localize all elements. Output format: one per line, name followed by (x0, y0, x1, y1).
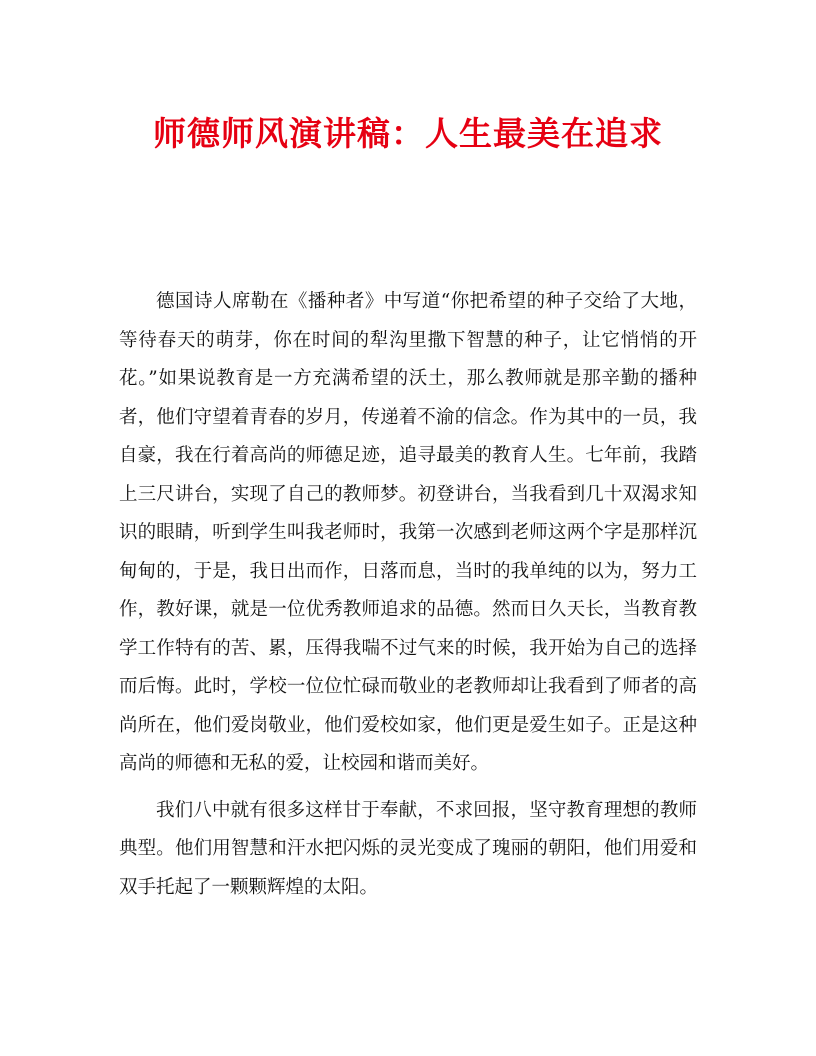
document-title: 师德师风演讲稿：人生最美在追求 (153, 114, 663, 153)
paragraph-2: 我们八中就有很多这样甘于奉献，不求回报，坚守教育理想的教师典型。他们用智慧和汗水把闪烁的灵光变成了瑰丽的朝阳，他们用爱和双手托起了一颗颗辉煌的太阳。 (119, 799, 697, 898)
document-body (119, 283, 697, 915)
paragraph-1: 德国诗人席勒在《播种者》中写道“你把希望的种子交给了大地，等待春天的萌芽，你在时间的犁沟里撒下智慧的种子，让它悄悄的开花。”如果说教育是一方充满希望的沃土，那么教师就是那辛勤的播种者，他们守望着青春的岁月，传递着不渝的信念。作为其中的一员，我自豪，我在行着高尚的师德足迹，追寻最美的教育人生。七年前，我踏上三尺讲台，实现了自己的教师梦。初登讲台，当我看到几十双渴求知识的眼睛，听到学生叫我老师时，我第一次感到老师这两个字是那样沉甸甸的，于是，我日出而作，日落而息，当时的我单纯的以为，努力工作，教好课，就是一位优秀教师追求的品德。然而日久天长，当教育教学工作特有的苦、累，压得我喘不过气来的时候，我开始为自己的选择而后悔。此时，学校一位位忙碌而敬业的老教师却让我看到了师者的高尚所在，他们爱岗敬业，他们爱校如家，他们更是爱生如子。正是这种高尚的师德和无私的爱，让校园和谐而美好。 (119, 291, 697, 774)
